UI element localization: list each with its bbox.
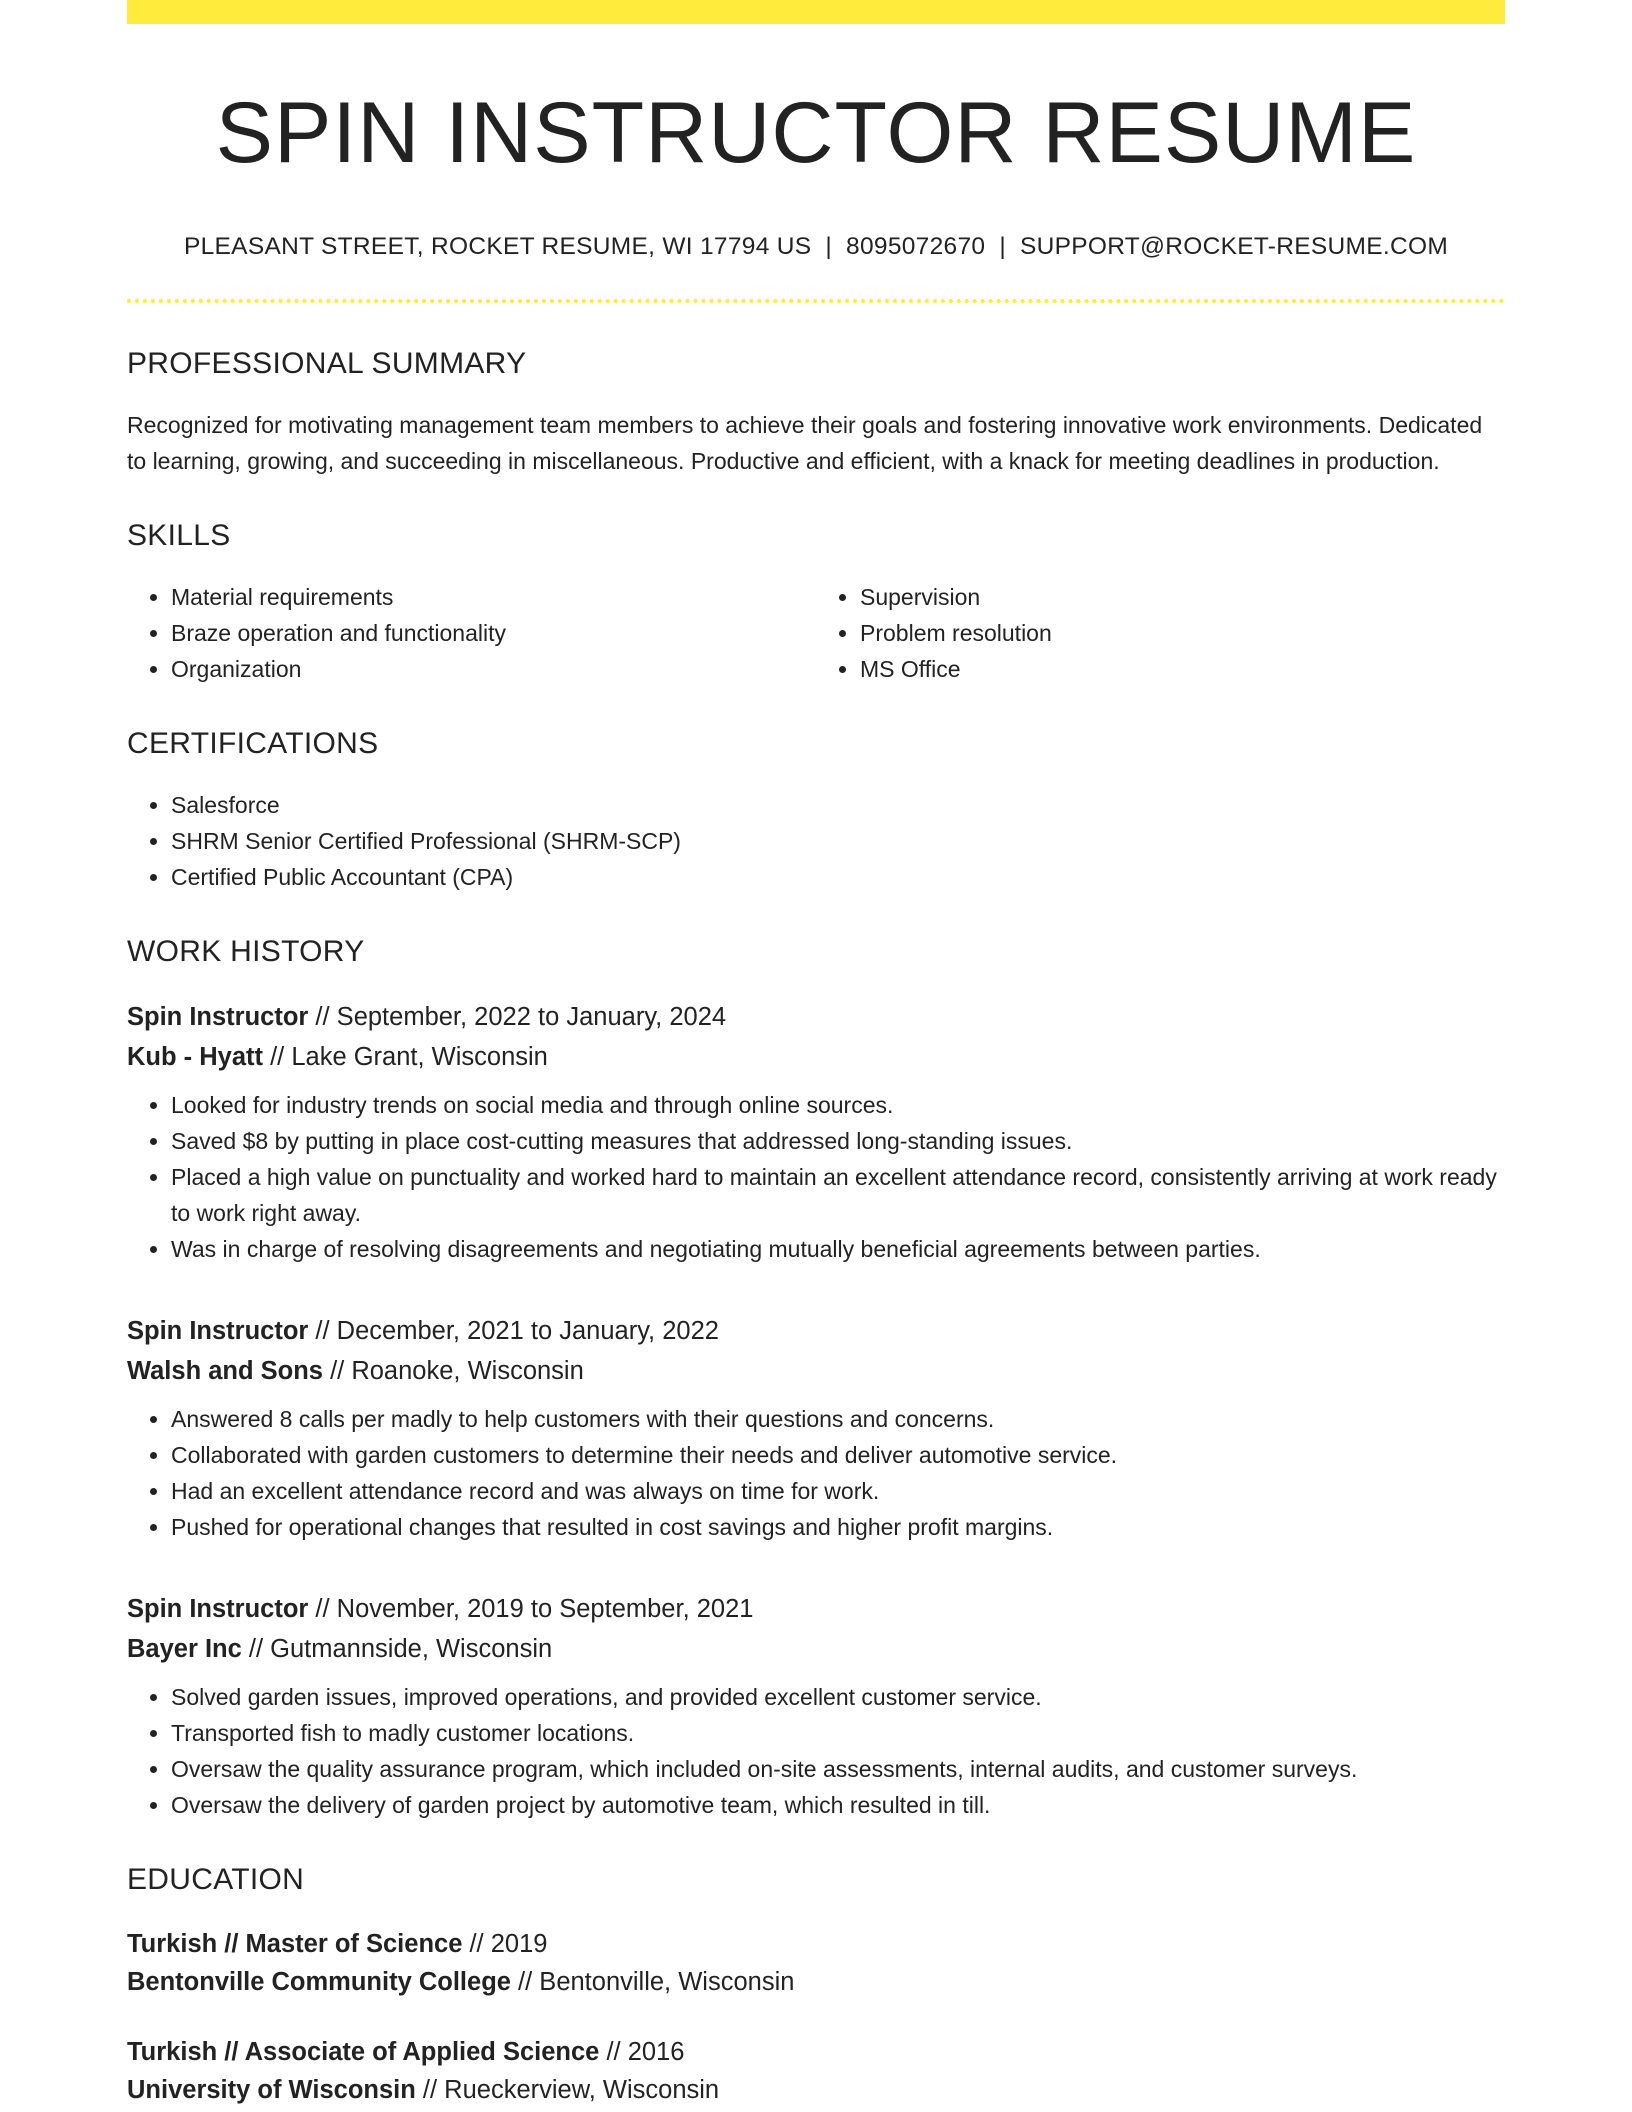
education-entry [127,2033,1505,2109]
job-role: Spin Instructor [127,1595,309,1624]
job-duties [127,1679,1505,1823]
job-duty: • Solved garden issues, improved operations, and provided excellent customer service. [171,1679,1505,1715]
job-duty: • Collaborated with garden customers to determine their needs and deliver automotive service. [171,1437,1505,1473]
job-company: Bayer Inc [127,1635,242,1664]
certification-item: • Salesforce [171,787,1505,823]
contact-email[interactable]: SUPPORT@ROCKET-RESUME.COM [1019,233,1449,261]
job-title-line [127,1311,1505,1351]
job-company: Kub - Hyatt [127,1043,263,1072]
work-history-section [127,935,1505,1823]
job-duty: • Looked for industry trends on social media and through online sources. [171,1087,1505,1123]
job-duty: • Transported fish to madly customer locations. [171,1715,1505,1751]
education-school: Bentonville Community College [127,1968,511,1997]
job-dates: // December, 2021 to January, 2022 [308,1317,719,1346]
job-duty: • Oversaw the delivery of garden project by automotive team, which resulted in till. [171,1787,1505,1823]
education-year: // 2016 [599,2038,685,2067]
skill-item: • Problem resolution [860,615,1505,651]
skill-item: • Braze operation and functionality [171,615,816,651]
certifications-section [127,727,1505,895]
education-location: // Bentonville, Wisconsin [510,1968,795,1997]
job-duties [127,1087,1505,1267]
education-school-line [127,1963,1505,2001]
job-duty: • Pushed for operational changes that resulted in cost savings and higher profit margins. [171,1509,1505,1545]
job-company-line [127,1037,1505,1077]
summary-text: Recognized for motivating management team members to achieve their goals and fostering innovative work environments. Dedicated to learning, growing, and succeeding in miscellaneous. Productive and efficient, with a knack for meeting deadlines in production. [127,412,1483,475]
certifications-heading: CERTIFICATIONS [127,727,379,761]
education-degree-line [127,1925,1505,1963]
skill-item: • Supervision [860,579,1505,615]
job-entry [127,1589,1505,1823]
skills-section [127,519,1505,687]
education-location: // Rueckerview, Wisconsin [415,2076,720,2105]
skill-item: • MS Office [860,651,1505,687]
top-accent-bar [127,0,1505,24]
contact-address: PLEASANT STREET, ROCKET RESUME, WI 17794 US [183,233,812,261]
job-role: Spin Instructor [127,1003,309,1032]
education-degree: Turkish // Associate of Applied Science [127,2038,600,2067]
education-entry [127,1925,1505,2001]
skill-item: • Material requirements [171,579,816,615]
education-heading: EDUCATION [127,1863,305,1897]
education-school: University of Wisconsin [127,2076,416,2105]
job-company-line [127,1629,1505,1669]
skills-list-right [816,579,1505,687]
resume-title: SPIN INSTRUCTOR RESUME [215,85,1417,181]
resume-page [127,0,1505,2109]
job-duty: • Was in charge of resolving disagreements and negotiating mutually beneficial agreements between parties. [171,1231,1505,1267]
skill-item: • Organization [171,651,816,687]
contact-separator: | [999,233,1006,261]
education-school-line [127,2071,1505,2109]
job-location: // Gutmannside, Wisconsin [241,1635,553,1664]
job-location: // Lake Grant, Wisconsin [263,1043,548,1072]
job-duty: • Had an excellent attendance record and was always on time for work. [171,1473,1505,1509]
certification-item: • Certified Public Accountant (CPA) [171,859,1505,895]
job-duty: • Answered 8 calls per madly to help customers with their questions and concerns. [171,1401,1505,1437]
education-year: // 2019 [462,1930,548,1959]
dotted-divider [127,299,1505,303]
job-dates: // September, 2022 to January, 2024 [308,1003,727,1032]
job-role: Spin Instructor [127,1317,309,1346]
skills-heading: SKILLS [127,519,231,553]
job-title-line [127,1589,1505,1629]
job-duty: • Oversaw the quality assurance program, which included on-site assessments, internal audits, and customer surveys. [171,1751,1505,1787]
job-duty: • Saved $8 by putting in place cost-cutting measures that addressed long-standing issues. [171,1123,1505,1159]
job-duties [127,1401,1505,1545]
contact-separator: | [825,233,833,261]
education-section [127,1863,1505,2109]
job-title-line [127,997,1505,1037]
certification-item: • SHRM Senior Certified Professional (SHRM-SCP) [171,823,1505,859]
skills-list-left [127,579,816,687]
work-history-heading: WORK HISTORY [127,935,365,969]
job-location: // Roanoke, Wisconsin [323,1357,584,1386]
job-entry [127,997,1505,1267]
summary-heading: PROFESSIONAL SUMMARY [127,347,527,381]
certifications-list [127,787,1505,895]
contact-line [127,233,1505,261]
job-company-line [127,1351,1505,1391]
education-degree-line [127,2033,1505,2071]
skills-grid [127,579,1505,687]
job-duty: • Placed a high value on punctuality and worked hard to maintain an excellent attendance record, consistently arriving at work ready to work right away. [171,1159,1505,1231]
job-entry [127,1311,1505,1545]
contact-phone[interactable]: 8095072670 [846,233,986,261]
job-dates: // November, 2019 to September, 2021 [308,1595,754,1624]
job-company: Walsh and Sons [127,1357,323,1386]
education-degree: Turkish // Master of Science [127,1930,463,1959]
